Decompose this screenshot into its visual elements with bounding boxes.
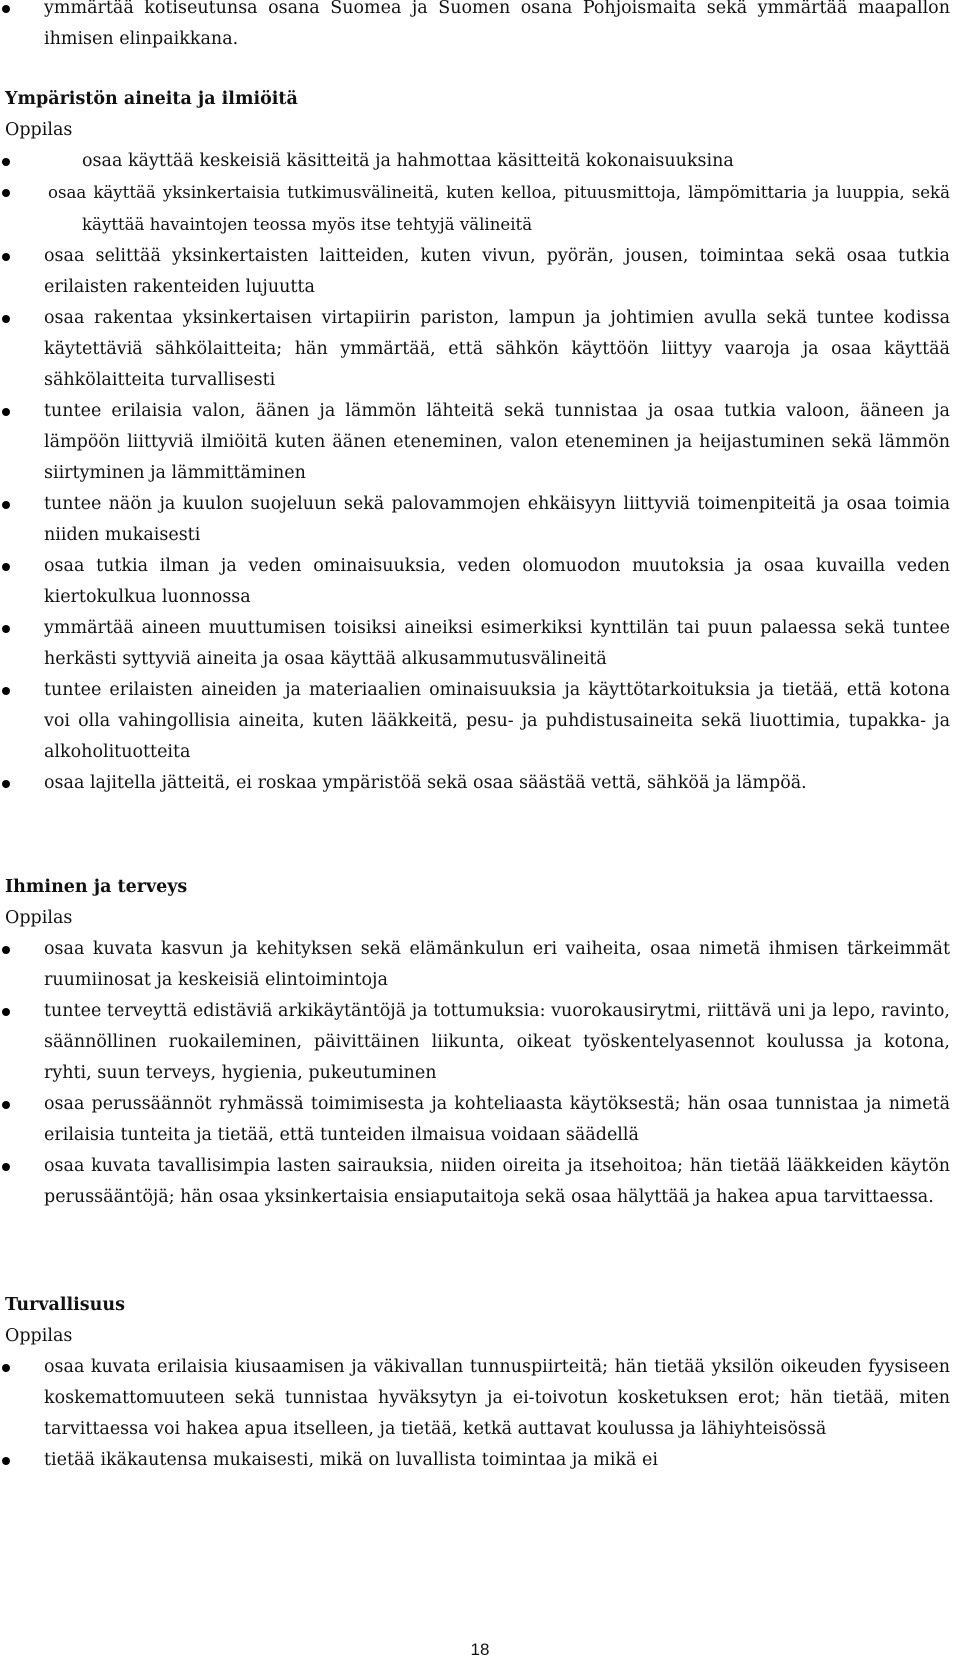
list-item: osaa käyttää yksinkertaisia tutkimusvälineitä, kuten kelloa, pituusmittoja, lämpömittaria ja luuppia, sekä käyttää havaintojen teossa myös itse tehtyjä välineitä	[0, 177, 950, 241]
list-item: ymmärtää kotiseutunsa osana Suomea ja Suomen osana Pohjoismaita sekä ymmärtää maapallon ihmisen elinpaikkana.	[0, 0, 950, 55]
bullet-icon	[2, 1364, 10, 1372]
list-item: osaa tutkia ilman ja veden ominaisuuksia, veden olomuodon muutoksia ja osaa kuvailla veden kiertokulkua luonnossa	[0, 551, 950, 613]
bullet-icon	[2, 189, 10, 197]
list-item: tuntee erilaisia valon, äänen ja lämmön lähteitä sekä tunnistaa ja osaa tutkia valoon, ääneen ja lämpöön liittyviä ilmiöitä kuten äänen eteneminen, valon eteneminen ja heijastuminen sekä lämmön siirtyminen ja lämmittäminen	[0, 396, 950, 489]
bullet-icon	[2, 5, 10, 13]
section-title: Turvallisuus	[5, 1295, 125, 1315]
list-item: osaa selittää yksinkertaisten laitteiden, kuten vivun, pyörän, jousen, toimintaa sekä osaa tutkia erilaisten rakenteiden lujuutta	[0, 241, 950, 303]
section-list	[0, 1352, 950, 1476]
list-item: tuntee erilaisten aineiden ja materiaalien ominaisuuksia ja käyttötarkoituksia ja tietää, että kotona voi olla vahingollisia aineita, kuten lääkkeitä, pesu- ja puhdistusaineita sekä liuottimia, tupakka- ja alkoholituotteita	[0, 675, 950, 768]
section-subtitle: Oppilas	[5, 908, 73, 928]
bullet-icon	[2, 946, 10, 954]
list-item: tuntee terveyttä edistäviä arkikäytäntöjä ja tottumuksia: vuorokausirytmi, riittävä uni ja lepo, ravinto, säännöllinen ruokaileminen, päivittäinen liikunta, oikeat työskentelyasennot koulussa ja kotona, ryhti, suun terveys, hygienia, pukeutuminen	[0, 996, 950, 1089]
bullet-icon	[2, 1457, 10, 1465]
list-item: ymmärtää aineen muuttumisen toisiksi aineiksi esimerkiksi kynttilän tai puun palaessa sekä tuntee herkästi syttyviä aineita ja osaa käyttää alkusammutusvälineitä	[0, 613, 950, 675]
bullet-icon	[2, 253, 10, 261]
bullet-icon	[2, 1101, 10, 1109]
list-item: osaa kuvata tavallisimpia lasten sairauksia, niiden oireita ja itsehoitoa; hän tietää lääkkeiden käytön perussääntöjä; hän osaa yksinkertaisia ensiaputaitoja sekä osaa hälyttää ja hakea apua tarvittaessa.	[0, 1151, 950, 1213]
bullet-icon	[2, 1008, 10, 1016]
intro-block	[0, 0, 950, 55]
bullet-icon	[2, 625, 10, 633]
list-item: osaa rakentaa yksinkertaisen virtapiirin pariston, lampun ja johtimien avulla sekä tuntee kodissa käytettäviä sähkölaitteita; hän ymmärtää, että sähkön käyttöön liittyy vaaroja ja osaa käyttää sähkölaitteita turvallisesti	[0, 303, 950, 396]
section-subtitle: Oppilas	[5, 120, 73, 140]
section-turvallisuus	[0, 1290, 950, 1476]
bullet-icon	[2, 158, 10, 166]
section-list	[0, 146, 950, 799]
bullet-icon	[2, 780, 10, 788]
section-ihminen	[0, 872, 950, 1213]
section-ymparisto	[0, 84, 950, 799]
section-title: Ihminen ja terveys	[5, 877, 188, 897]
bullet-icon	[2, 315, 10, 323]
intro-list	[0, 0, 950, 55]
bullet-icon	[2, 408, 10, 416]
bullet-icon	[2, 1163, 10, 1171]
page-number: 18	[470, 1640, 490, 1659]
list-item: osaa perussäännöt ryhmässä toimimisesta ja kohteliaasta käytöksestä; hän osaa tunnistaa ja nimetä erilaisia tunteita ja tietää, että tunteiden ilmaisua voidaan säädellä	[0, 1089, 950, 1151]
list-item: osaa käyttää keskeisiä käsitteitä ja hahmottaa käsitteitä kokonaisuuksina	[0, 146, 950, 177]
list-item: osaa lajitella jätteitä, ei roskaa ympäristöä sekä osaa säästää vettä, sähköä ja lämpöä.	[0, 768, 950, 799]
list-item: tietää ikäkautensa mukaisesti, mikä on luvallista toimintaa ja mikä ei	[0, 1445, 950, 1476]
bullet-icon	[2, 687, 10, 695]
section-list	[0, 934, 950, 1213]
section-subtitle: Oppilas	[5, 1326, 73, 1346]
bullet-icon	[2, 501, 10, 509]
list-item: osaa kuvata erilaisia kiusaamisen ja väkivallan tunnuspiirteitä; hän tietää yksilön oikeuden fyysiseen koskemattomuuteen sekä tunnistaa hyväksytyn ja ei-toivotun kosketuksen erot; hän tietää, miten tarvittaessa voi hakea apua itselleen, ja tietää, ketkä auttavat koulussa ja lähiyhteisössä	[0, 1352, 950, 1445]
bullet-icon	[2, 563, 10, 571]
list-item: tuntee näön ja kuulon suojeluun sekä palovammojen ehkäisyyn liittyviä toimenpiteitä ja osaa toimia niiden mukaisesti	[0, 489, 950, 551]
list-item: osaa kuvata kasvun ja kehityksen sekä elämänkulun eri vaiheita, osaa nimetä ihmisen tärkeimmät ruumiinosat ja keskeisiä elintoimintoja	[0, 934, 950, 996]
section-title: Ympäristön aineita ja ilmiöitä	[5, 89, 298, 109]
